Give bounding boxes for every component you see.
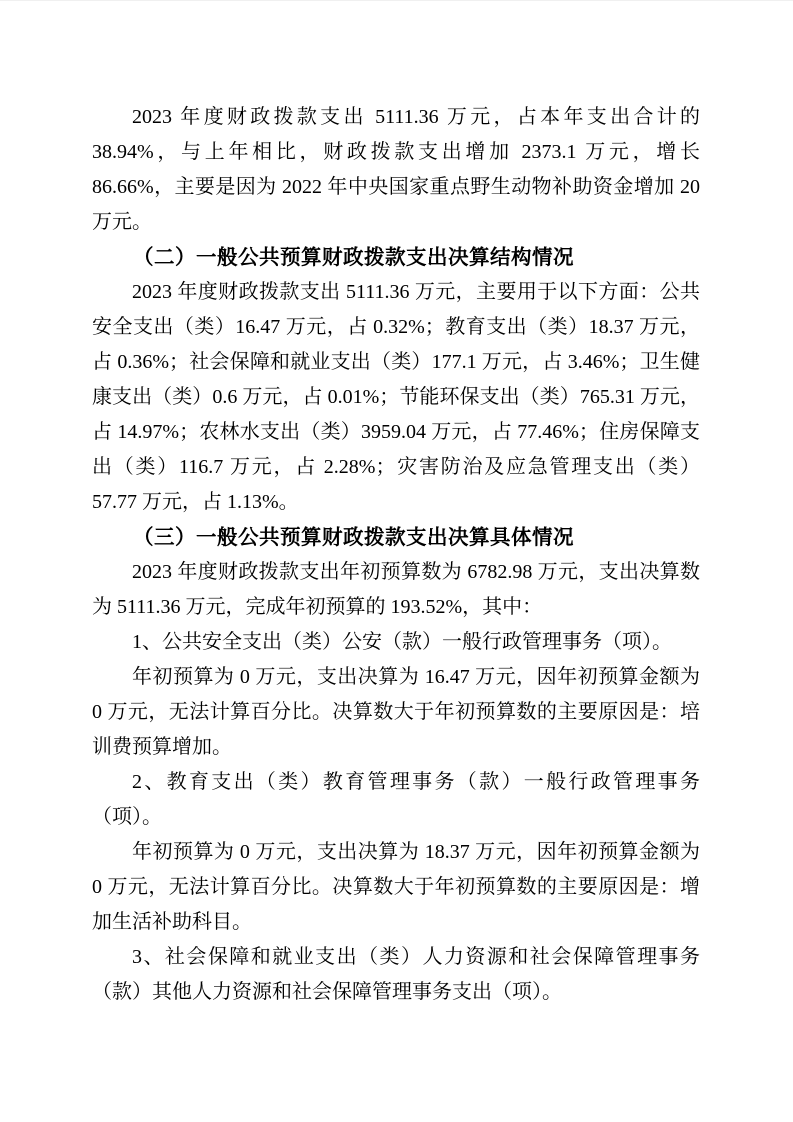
paragraph-item2-education-title: 2、教育支出（类）教育管理事务（款）一般行政管理事务（项）。 (92, 771, 700, 828)
paragraph-expenditure-structure-breakdown: 2023 年度财政拨款支出 5111.36 万元，主要用于以下方面：公共安全支出（类）16.47 万元，占 0.32%；教育支出（类）18.37 万元，占 0.36%；社会保障和就业支出（类）177.1 万元，占 3.46%；卫生健康支出（类）0.6 万元，占 0.01%；节能环保支出（类）765.31 万元，占 14.97%；农林水支出（类）3959.04 万元，占 77.46%；住房保障支出（类）116.7 万元，占 2.28%；灾害防治及应急管理支出（类）57.77 万元，占 1.13%。 (92, 281, 700, 513)
paragraph-item1-public-security-detail: 年初预算为 0 万元，支出决算为 16.47 万元，因年初预算金额为 0 万元，无法计算百分比。决算数大于年初预算数的主要原因是：培训费预算增加。 (92, 666, 700, 758)
heading-section-2-expenditure-structure: （二）一般公共预算财政拨款支出决算结构情况 (133, 246, 574, 269)
paragraph-budget-completion-summary: 2023 年度财政拨款支出年初预算数为 6782.98 万元，支出决算数为 5111.36 万元，完成年初预算的 193.52%，其中： (92, 561, 700, 618)
paragraph-item2-education-detail: 年初预算为 0 万元，支出决算为 18.37 万元，因年初预算金额为 0 万元，无法计算百分比。决算数大于年初预算数的主要原因是：增加生活补助科目。 (92, 841, 700, 933)
heading-section-3-expenditure-detail: （三）一般公共预算财政拨款支出决算具体情况 (133, 526, 574, 549)
paragraph-item1-public-security-title: 1、公共安全支出（类）公安（款）一般行政管理事务（项）。 (132, 631, 672, 653)
paragraph-fiscal-expenditure-overview: 2023 年度财政拨款支出 5111.36 万元，占本年支出合计的 38.94%，与上年相比，财政拨款支出增加 2373.1 万元，增长 86.66%，主要是因为 2022 年中央国家重点野生动物补助资金增加 20 万元。 (92, 106, 700, 233)
paragraph-item3-social-security-title: 3、社会保障和就业支出（类）人力资源和社会保障管理事务（款）其他人力资源和社会保障管理事务支出（项）。 (92, 946, 700, 1003)
